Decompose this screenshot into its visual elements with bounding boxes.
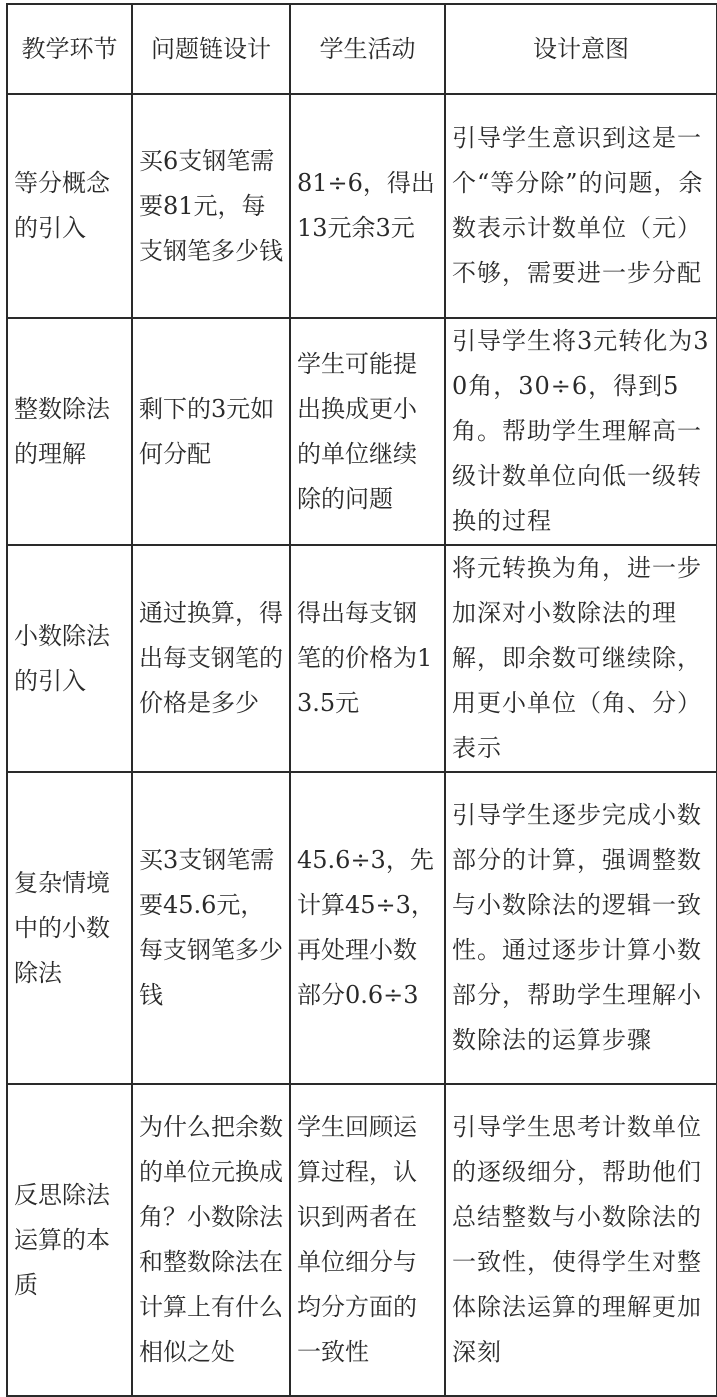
cell-activity: 学生可能提出换成更小的单位继续除的问题 <box>290 318 445 545</box>
header-activity: 学生活动 <box>290 4 445 94</box>
cell-question: 剩下的3元如何分配 <box>132 318 290 545</box>
cell-stage: 整数除法的理解 <box>7 318 132 545</box>
table-row <box>7 318 717 545</box>
lesson-design-table <box>6 3 717 1397</box>
header-intent: 设计意图 <box>445 4 717 94</box>
cell-question: 买6支钢笔需要81元，每支钢笔多少钱 <box>132 94 290 318</box>
table-row <box>7 1084 717 1396</box>
cell-stage: 等分概念的引入 <box>7 94 132 318</box>
cell-activity: 学生回顾运算过程，认识到两者在单位细分与均分方面的一致性 <box>290 1084 445 1396</box>
cell-question: 通过换算，得出每支钢笔的价格是多少 <box>132 545 290 772</box>
cell-activity: 得出每支钢笔的价格为13.5元 <box>290 545 445 772</box>
cell-stage: 复杂情境中的小数除法 <box>7 772 132 1084</box>
cell-stage: 小数除法的引入 <box>7 545 132 772</box>
cell-intent: 引导学生将3元转化为30角，30÷6，得到5角。帮助学生理解高一级计数单位向低一级转换的过程 <box>445 318 717 545</box>
cell-intent: 引导学生思考计数单位的逐级细分，帮助他们总结整数与小数除法的一致性，使得学生对整体除法运算的理解更加深刻 <box>445 1084 717 1396</box>
cell-intent: 将元转换为角，进一步加深对小数除法的理解，即余数可继续除，用更小单位（角、分）表示 <box>445 545 717 772</box>
cell-stage: 反思除法运算的本质 <box>7 1084 132 1396</box>
cell-activity: 81÷6，得出13元余3元 <box>290 94 445 318</box>
cell-activity: 45.6÷3，先计算45÷3，再处理小数部分0.6÷3 <box>290 772 445 1084</box>
cell-question: 买3支钢笔需要45.6元，每支钢笔多少钱 <box>132 772 290 1084</box>
table-header-row <box>7 4 717 94</box>
header-stage: 教学环节 <box>7 4 132 94</box>
cell-question: 为什么把余数的单位元换成角？小数除法和整数除法在计算上有什么相似之处 <box>132 1084 290 1396</box>
cell-intent: 引导学生意识到这是一个“等分除”的问题，余数表示计数单位（元）不够，需要进一步分配 <box>445 94 717 318</box>
table-row <box>7 545 717 772</box>
table-row <box>7 772 717 1084</box>
header-question: 问题链设计 <box>132 4 290 94</box>
table-row <box>7 94 717 318</box>
cell-intent: 引导学生逐步完成小数部分的计算，强调整数与小数除法的逻辑一致性。通过逐步计算小数部分，帮助学生理解小数除法的运算步骤 <box>445 772 717 1084</box>
